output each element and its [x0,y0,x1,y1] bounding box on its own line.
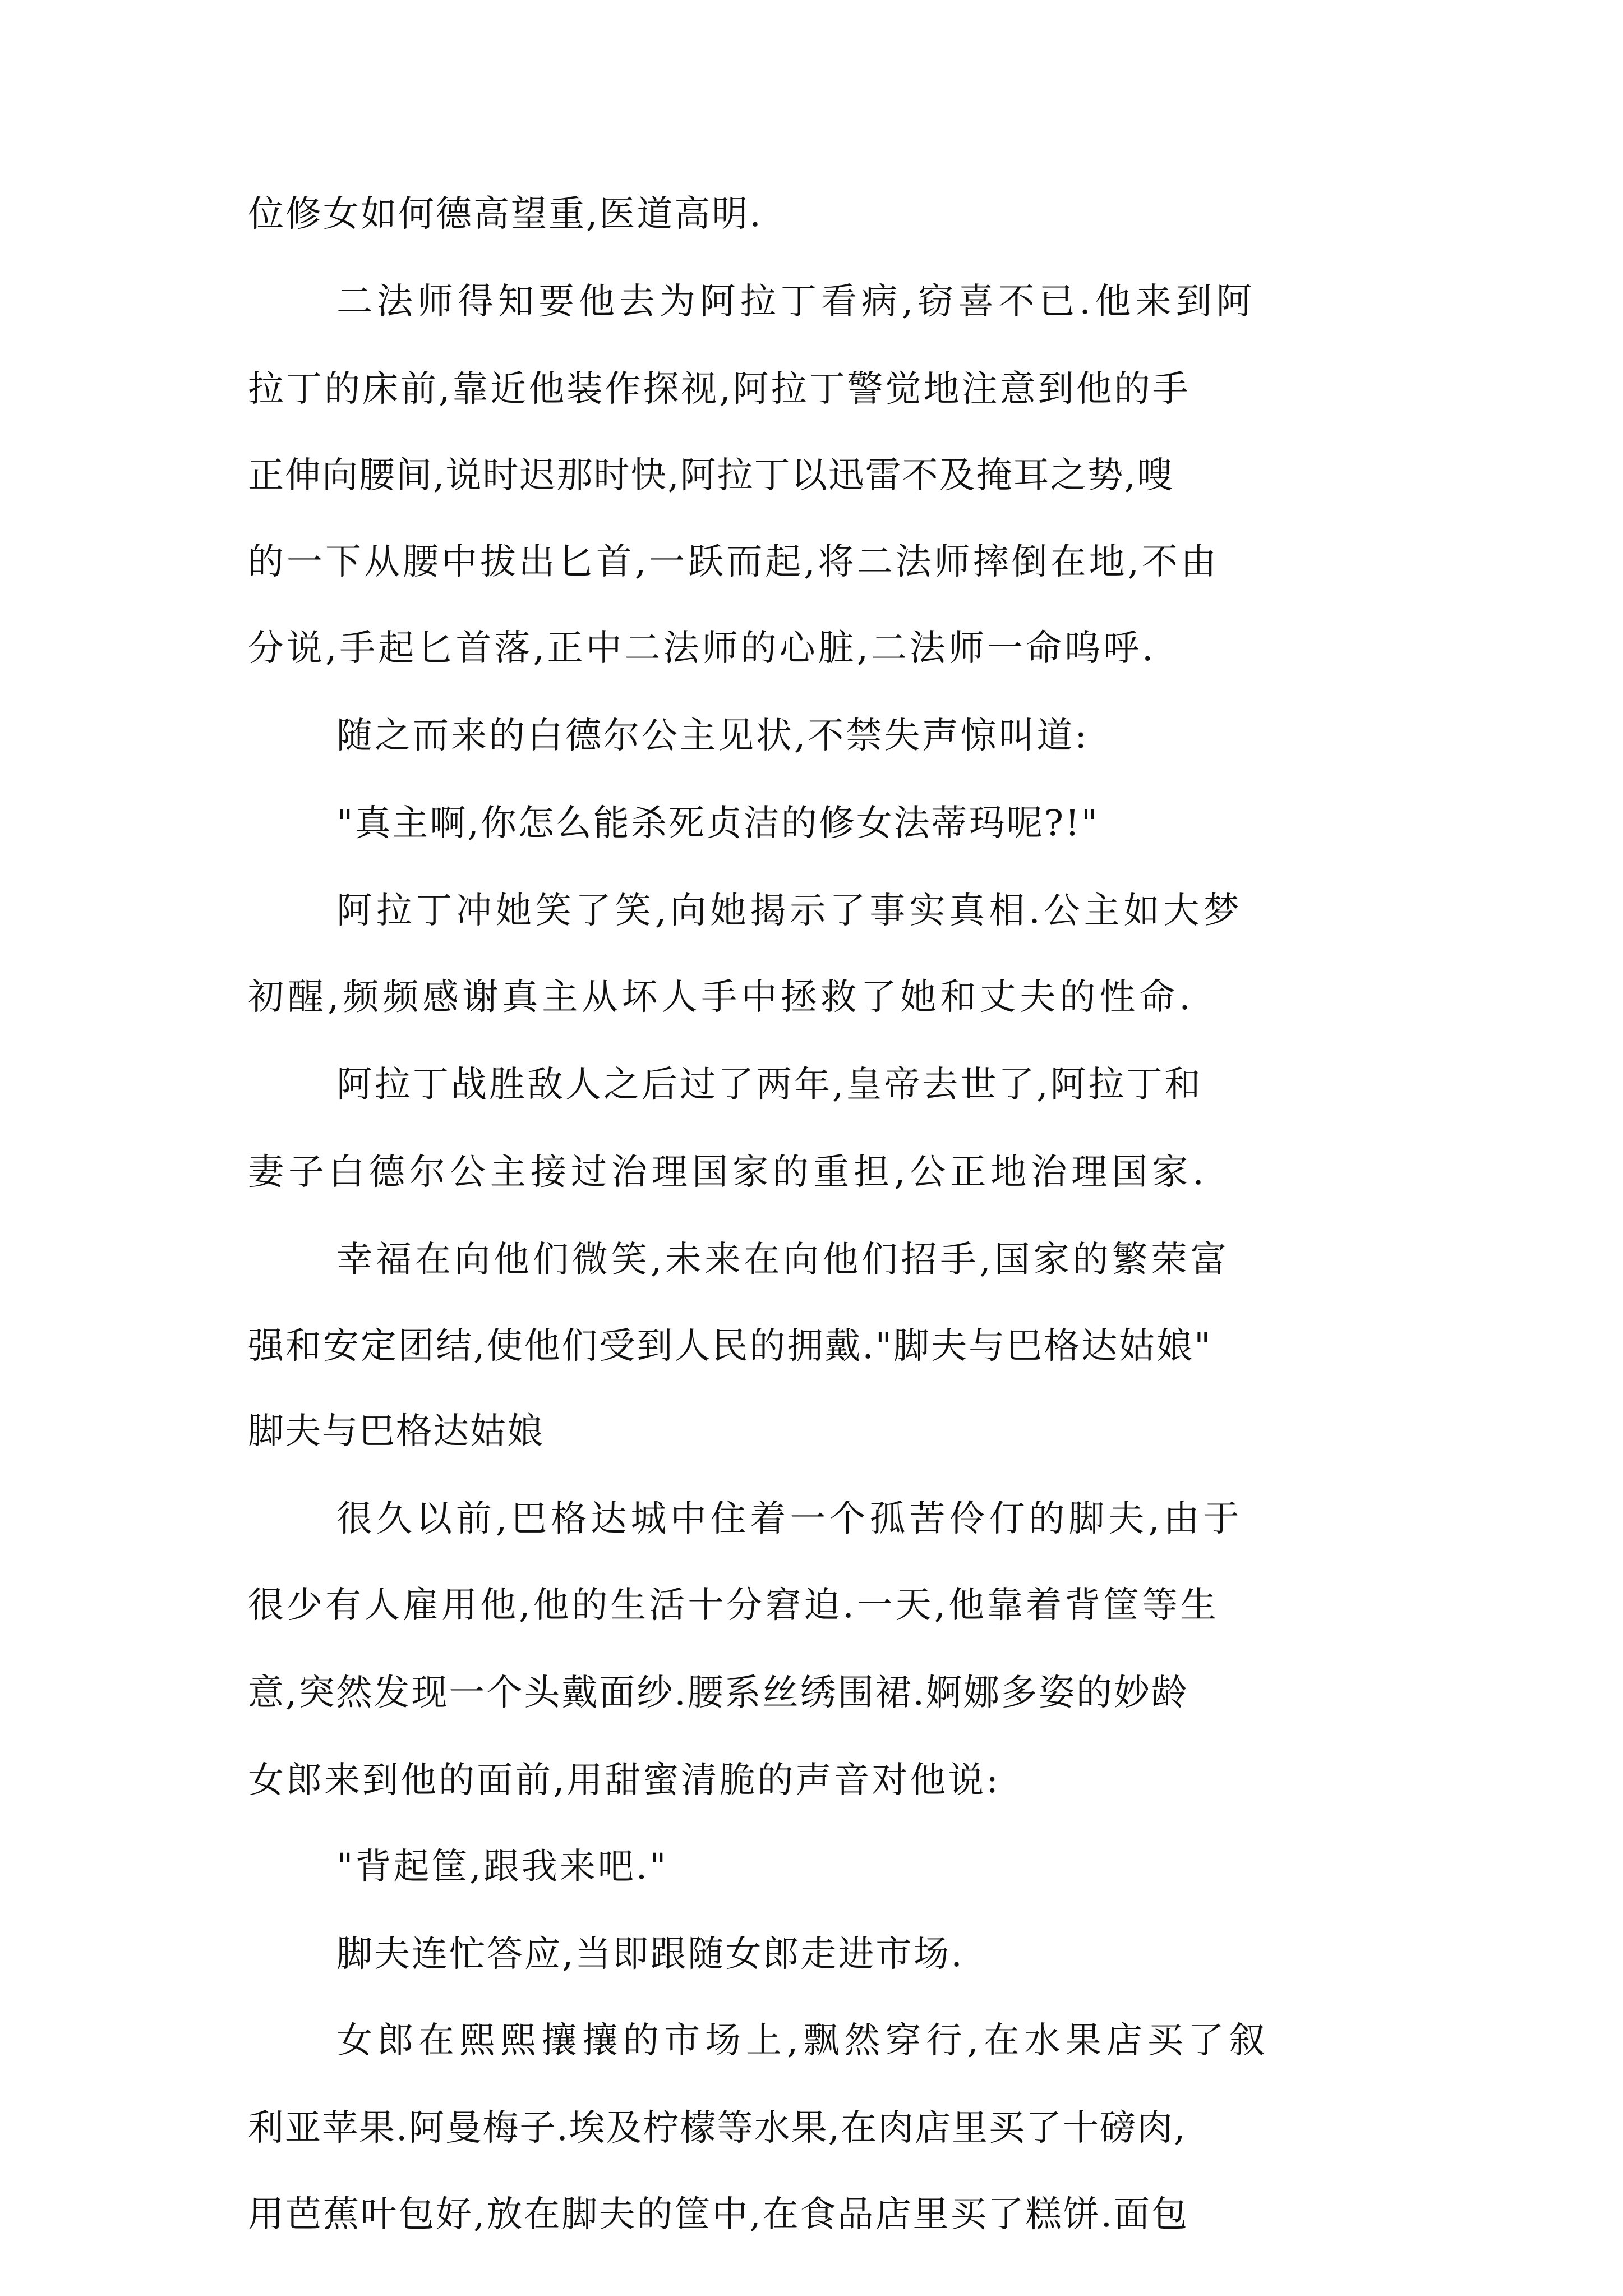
text-line: 很久以前,巴格达城中住着一个孤苦伶仃的脚夫,由于 [336,1498,1243,1540]
text-line: 随之而来的白德尔公主见状,不禁失声惊叫道: [336,715,1089,757]
text-line: 二法师得知要他去为阿拉丁看病,窃喜不已.他来到阿 [336,281,1257,323]
text-line: 分说,手起匕首落,正中二法师的心脏,二法师一命呜呼. [248,628,1156,669]
text-line: 女郎来到他的面前,用甜蜜清脆的声音对他说: [248,1760,1000,1801]
text-line: 强和安定团结,使他们受到人民的拥戴."脚夫与巴格达姑娘" [248,1326,1212,1367]
text-line: 妻子白德尔公主接过治理国家的重担,公正地治理国家. [248,1152,1209,1193]
text-line: 意,突然发现一个头戴面纱.腰系丝绣围裙.婀娜多姿的妙龄 [248,1672,1189,1714]
text-line: 阿拉丁冲她笑了笑,向她揭示了事实真相.公主如大梦 [336,890,1243,932]
text-line: 初醒,频频感谢真主从坏人手中拯救了她和丈夫的性命. [248,977,1195,1018]
text-line: 用芭蕉叶包好,放在脚夫的筐中,在食品店里买了糕饼.面包 [248,2194,1189,2235]
text-line: 拉丁的床前,靠近他装作探视,阿拉丁警觉地注意到他的手 [248,369,1191,410]
text-line: 脚夫与巴格达姑娘 [248,1411,544,1452]
text-line: 幸福在向他们微笑,未来在向他们招手,国家的繁荣富 [336,1239,1230,1281]
text-line: 利亚苹果.阿曼梅子.埃及柠檬等水果,在肉店里买了十磅肉, [248,2108,1187,2149]
text-line: 脚夫连忙答应,当即跟随女郎走进市场. [336,1934,964,1975]
text-line: 位修女如何德高望重,医道高明. [248,194,763,235]
text-line: 女郎在熙熙攘攘的市场上,飘然穿行,在水果店买了叙 [336,2020,1270,2062]
text-line: 很少有人雇用他,他的生活十分窘迫.一天,他靠着背筐等生 [248,1585,1220,1626]
text-line: 正伸向腰间,说时迟那时快,阿拉丁以迅雷不及掩耳之势,嗖 [248,455,1174,496]
text-line: "真主啊,你怎么能杀死贞洁的修女法蒂玛呢?!" [336,803,1100,844]
text-line: 阿拉丁战胜敌人之后过了两年,皇帝去世了,阿拉丁和 [336,1064,1203,1106]
text-line: 的一下从腰中拔出匕首,一跃而起,将二法师摔倒在地,不由 [248,541,1220,583]
text-line: "背起筐,跟我来吧." [336,1846,668,1888]
